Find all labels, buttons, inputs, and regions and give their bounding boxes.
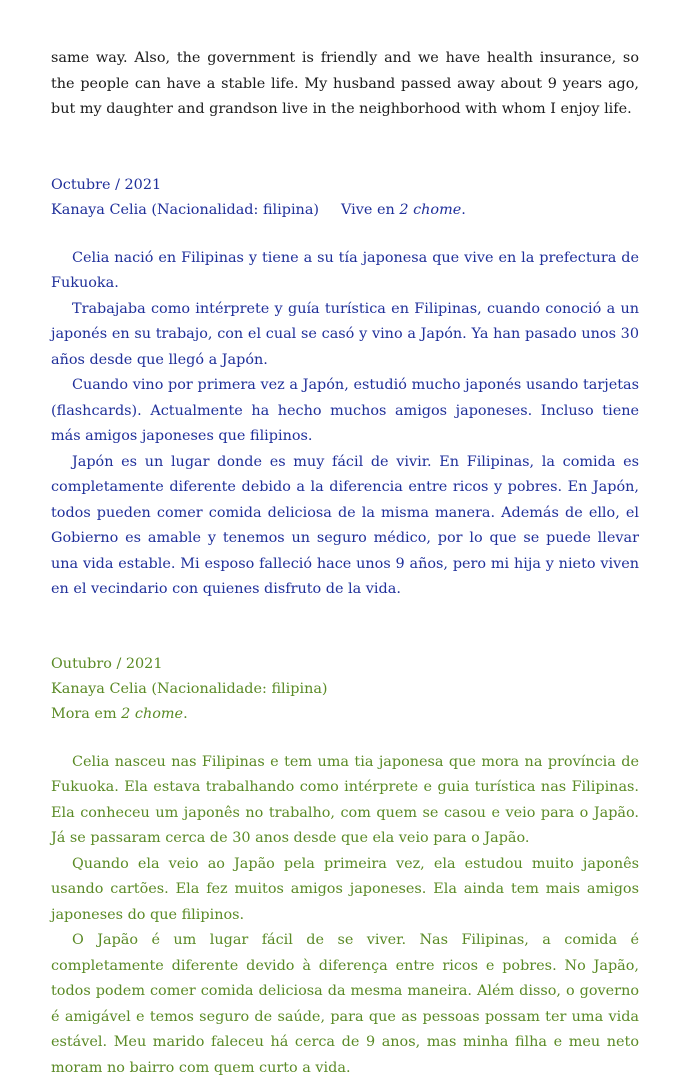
section-gap: [51, 123, 639, 173]
spanish-name-nationality: Kanaya Celia (Nacionalidad: filipina): [51, 202, 319, 218]
portuguese-lives-prefix: Mora em: [51, 706, 121, 722]
portuguese-paragraph-2: Quando ela veio ao Japão pela primeira vez, ela estudou muito japonês usando cartões. Ela fez muitos amigos japoneses. Ela ainda tem mais amigos japoneses do que filipinos.: [51, 852, 639, 929]
portuguese-paragraph-3: O Japão é um lugar fácil de se viver. Nas Filipinas, a comida é completamente diferente devido à diferença entre ricos e pobres. No Japão, todos podem comer comida deliciosa da mesma maneira. Além disso, o governo é amigável e temos seguro de saúde, para que as pessoas possam ter uma vida estável. Meu marido faleceu há cerca de 9 anos, mas minha filha e meu neto moram no bairro com quem curto a vida.: [51, 928, 639, 1081]
english-paragraph: same way. Also, the government is friendly and we have health insurance, so the people can have a stable life. My husband passed away about 9 years ago, but my daughter and grandson live in the neighborhood with whom I enjoy life.: [51, 46, 639, 123]
portuguese-header: [51, 652, 639, 727]
header-gap: [51, 223, 639, 246]
spanish-header: [51, 173, 639, 223]
header-gap: [51, 727, 639, 750]
spanish-lives-prefix: Vive en: [341, 202, 399, 218]
portuguese-name-nationality: Kanaya Celia (Nacionalidade: filipina): [51, 677, 639, 702]
document-page: [51, 46, 639, 1081]
portuguese-date: Outubro / 2021: [51, 652, 639, 677]
portuguese-section: [51, 652, 639, 1081]
spanish-lives-in: [341, 202, 466, 218]
spanish-paragraph-4: Japón es un lugar donde es muy fácil de vivir. En Filipinas, la comida es completamente diferente debido a la diferencia entre ricos y pobres. En Japón, todos pueden comer comida deliciosa de la misma manera. Además de ello, el Gobierno es amable y tenemos un seguro médico, por lo que se puede llevar una vida estable. Mi esposo falleció hace unos 9 años, pero mi hija y nieto viven en el vecindario con quienes disfruto de la vida.: [51, 450, 639, 603]
spanish-date: Octubre / 2021: [51, 173, 639, 198]
portuguese-lives-in: [51, 702, 639, 727]
spanish-body: [51, 246, 639, 603]
portuguese-lives-suffix: .: [183, 706, 188, 722]
section-gap: [51, 603, 639, 652]
spanish-lives-place: 2 chome: [399, 202, 461, 218]
spanish-paragraph-1: Celia nació en Filipinas y tiene a su tía japonesa que vive en la prefectura de Fukuoka.: [51, 246, 639, 297]
english-section: [51, 46, 639, 123]
spanish-lives-suffix: .: [461, 202, 466, 218]
spanish-paragraph-3: Cuando vino por primera vez a Japón, estudió mucho japonés usando tarjetas (flashcards). Actualmente ha hecho muchos amigos japoneses. Incluso tiene más amigos japoneses que filipinos.: [51, 373, 639, 450]
portuguese-paragraph-1: Celia nasceu nas Filipinas e tem uma tia japonesa que mora na província de Fukuoka. Ela estava trabalhando como intérprete e guia turística nas Filipinas. Ela conheceu um japonês no trabalho, com quem se casou e veio para o Japão. Já se passaram cerca de 30 anos desde que ela veio para o Japão.: [51, 750, 639, 852]
spanish-name-line: [51, 198, 639, 223]
portuguese-lives-place: 2 chome: [121, 706, 183, 722]
portuguese-body: [51, 750, 639, 1081]
spanish-paragraph-2: Trabajaba como intérprete y guía turística en Filipinas, cuando conoció a un japonés en su trabajo, con el cual se casó y vino a Japón. Ya han pasado unos 30 años desde que llegó a Japón.: [51, 297, 639, 374]
spanish-section: [51, 173, 639, 603]
